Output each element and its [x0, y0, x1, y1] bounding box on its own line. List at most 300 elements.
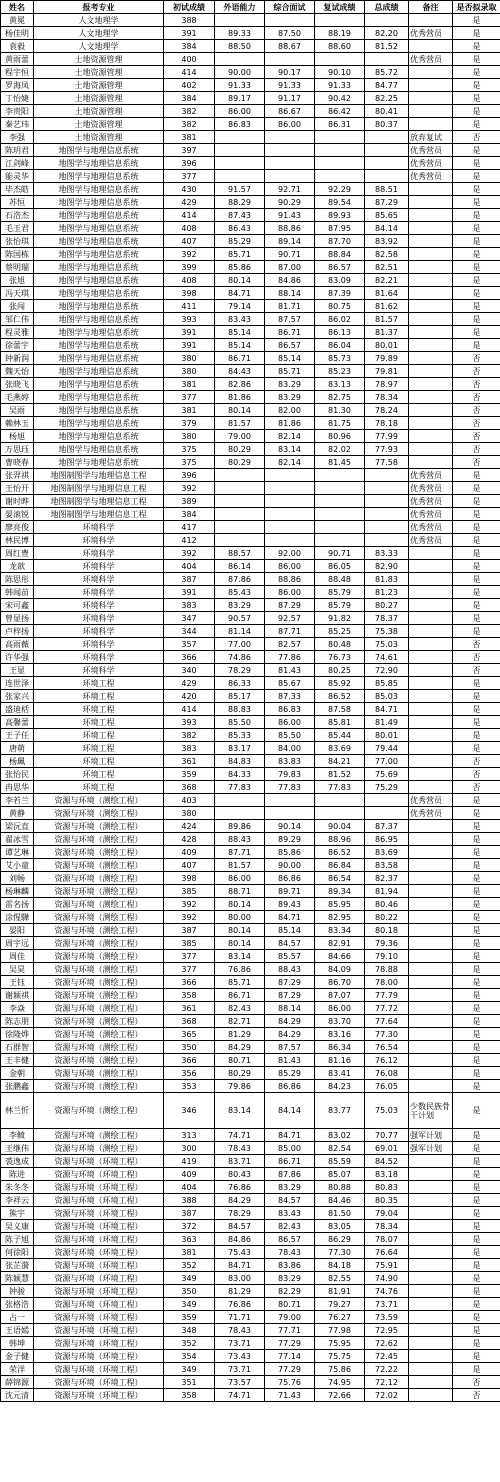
cell-admitted: 否: [453, 365, 500, 378]
cell-retest-score: 81.50: [315, 1207, 365, 1220]
cell-admitted: 是: [453, 1142, 500, 1155]
cell-interview: 91.33: [265, 79, 315, 92]
cell-language: 80.14: [215, 924, 265, 937]
cell-retest-score: 86.34: [315, 1041, 365, 1054]
cell-major: 资源与环境（测绘工程）: [34, 989, 164, 1002]
cell-admitted: 是: [453, 1233, 500, 1246]
cell-language: 85.43: [215, 586, 265, 599]
cell-major: 资源与环境（测绘工程）: [34, 976, 164, 989]
cell-name: 冉思华: [1, 781, 34, 794]
cell-interview: 90.00: [265, 859, 315, 872]
cell-retest-score: 80.75: [315, 300, 365, 313]
cell-remark: [409, 560, 453, 573]
cell-interview: 86.71: [265, 326, 315, 339]
cell-initial-score: 414: [164, 209, 215, 222]
cell-initial-score: 404: [164, 560, 215, 573]
cell-remark: [409, 1054, 453, 1067]
cell-admitted: 是: [453, 222, 500, 235]
cell-name: 赖林玉: [1, 417, 34, 430]
table-row: [1, 820, 500, 833]
cell-interview: 84.29: [265, 1015, 315, 1028]
cell-major: 土地资源管理: [34, 66, 164, 79]
cell-major: 资源与环境（测绘工程）: [34, 1129, 164, 1142]
cell-name: 艾小童: [1, 859, 34, 872]
cell-admitted: 是: [453, 1015, 500, 1028]
cell-interview: 83.29: [265, 378, 315, 391]
table-row: [1, 560, 500, 573]
cell-major: 地图学与地理信息系统: [34, 430, 164, 443]
cell-total-score: [365, 807, 409, 820]
cell-admitted: 否: [453, 443, 500, 456]
cell-retest-score: 81.30: [315, 404, 365, 417]
cell-initial-score: 391: [164, 339, 215, 352]
cell-interview: 88.67: [265, 40, 315, 53]
col-header-remark: 备注: [409, 1, 453, 14]
cell-name: 陈志朋: [1, 1015, 34, 1028]
cell-name: 张羿祺: [1, 469, 34, 482]
table-body: [1, 14, 500, 1402]
cell-name: 黄雨蕾: [1, 53, 34, 66]
cell-major: 资源与环境（测绘工程）: [34, 1041, 164, 1054]
table-row: [1, 14, 500, 27]
cell-interview: 86.57: [265, 339, 315, 352]
cell-total-score: 74.76: [365, 1285, 409, 1298]
cell-initial-score: 391: [164, 586, 215, 599]
cell-total-score: 81.64: [365, 287, 409, 300]
cell-admitted: 是: [453, 261, 500, 274]
cell-name: 张家兴: [1, 690, 34, 703]
cell-major: 地图学与地理信息系统: [34, 196, 164, 209]
cell-total-score: 80.41: [365, 105, 409, 118]
cell-interview: 85.14: [265, 924, 315, 937]
table-row: [1, 1285, 500, 1298]
cell-interview: 85.50: [265, 729, 315, 742]
cell-total-score: 86.95: [365, 833, 409, 846]
cell-retest-score: 86.31: [315, 118, 365, 131]
cell-retest-score: 84.66: [315, 950, 365, 963]
cell-total-score: 82.51: [365, 261, 409, 274]
cell-language: 89.86: [215, 820, 265, 833]
cell-major: 资源与环境（环境工程）: [34, 1298, 164, 1311]
cell-language: 88.50: [215, 40, 265, 53]
cell-admitted: 是: [453, 1168, 500, 1181]
cell-initial-score: 409: [164, 1168, 215, 1181]
table-row: [1, 365, 500, 378]
table-row: [1, 989, 500, 1002]
cell-language: 79.00: [215, 430, 265, 443]
cell-retest-score: 85.81: [315, 716, 365, 729]
cell-initial-score: 358: [164, 989, 215, 1002]
cell-major: 环境工程: [34, 781, 164, 794]
cell-retest-score: 89.34: [315, 885, 365, 898]
cell-remark: [409, 1337, 453, 1350]
cell-interview: 86.00: [265, 716, 315, 729]
cell-name: 吴雨: [1, 404, 34, 417]
cell-initial-score: 388: [164, 1194, 215, 1207]
cell-remark: [409, 703, 453, 716]
cell-interview: 90.29: [265, 196, 315, 209]
cell-total-score: [365, 534, 409, 547]
cell-retest-score: 83.77: [315, 1093, 365, 1129]
table-row: [1, 417, 500, 430]
table-row: [1, 79, 500, 92]
cell-initial-score: 377: [164, 170, 215, 183]
cell-remark: [409, 222, 453, 235]
cell-retest-score: 87.58: [315, 703, 365, 716]
cell-remark: [409, 612, 453, 625]
table-row: [1, 131, 500, 144]
table-row: [1, 1350, 500, 1363]
cell-admitted: 是: [453, 66, 500, 79]
cell-retest-score: 91.33: [315, 79, 365, 92]
cell-retest-score: [315, 508, 365, 521]
cell-initial-score: 359: [164, 768, 215, 781]
cell-name: 曹晓春: [1, 456, 34, 469]
cell-total-score: 83.18: [365, 1168, 409, 1181]
cell-retest-score: 83.02: [315, 1129, 365, 1142]
cell-interview: 91.17: [265, 92, 315, 105]
table-row: [1, 547, 500, 560]
cell-language: [215, 508, 265, 521]
cell-admitted: 是: [453, 1194, 500, 1207]
cell-language: 84.83: [215, 755, 265, 768]
cell-initial-score: 414: [164, 703, 215, 716]
cell-admitted: 否: [453, 755, 500, 768]
cell-initial-score: 380: [164, 430, 215, 443]
cell-total-score: 84.14: [365, 222, 409, 235]
cell-initial-score: 300: [164, 1142, 215, 1155]
cell-name: 周宇远: [1, 937, 34, 950]
cell-total-score: 76.12: [365, 1054, 409, 1067]
cell-major: 资源与环境（测绘工程）: [34, 1080, 164, 1093]
cell-retest-score: 82.95: [315, 911, 365, 924]
cell-initial-score: 349: [164, 1272, 215, 1285]
cell-name: 晏滚锐: [1, 508, 34, 521]
cell-total-score: 78.18: [365, 417, 409, 430]
cell-major: 资源与环境（测绘工程）: [34, 833, 164, 846]
cell-initial-score: 404: [164, 1181, 215, 1194]
cell-name: 熊宇: [1, 1207, 34, 1220]
table-row: [1, 118, 500, 131]
cell-major: 环境科学: [34, 625, 164, 638]
cell-initial-score: 417: [164, 521, 215, 534]
table-row: [1, 599, 500, 612]
cell-interview: [265, 482, 315, 495]
cell-major: 环境工程: [34, 703, 164, 716]
cell-remark: [409, 274, 453, 287]
cell-retest-score: [315, 170, 365, 183]
cell-interview: 87.57: [265, 1041, 315, 1054]
cell-total-score: 81.94: [365, 885, 409, 898]
cell-language: 78.29: [215, 664, 265, 677]
cell-language: [215, 807, 265, 820]
cell-major: 资源与环境（环境工程）: [34, 1194, 164, 1207]
table-row: [1, 1233, 500, 1246]
cell-remark: [409, 196, 453, 209]
cell-name: 黄静: [1, 807, 34, 820]
cell-language: 78.43: [215, 1324, 265, 1337]
cell-language: [215, 14, 265, 27]
cell-name: 盛迪栝: [1, 703, 34, 716]
cell-admitted: 是: [453, 599, 500, 612]
cell-admitted: 否: [453, 352, 500, 365]
cell-language: 86.71: [215, 989, 265, 1002]
cell-major: 地图学与地理信息系统: [34, 287, 164, 300]
cell-interview: 87.29: [265, 599, 315, 612]
cell-major: 人文地理学: [34, 27, 164, 40]
cell-admitted: 是: [453, 1337, 500, 1350]
cell-retest-score: 85.07: [315, 1168, 365, 1181]
table-row: [1, 40, 500, 53]
cell-name: 连世泽: [1, 677, 34, 690]
cell-major: 环境工程: [34, 716, 164, 729]
cell-retest-score: 88.84: [315, 248, 365, 261]
cell-major: 环境科学: [34, 573, 164, 586]
cell-name: 张鹏鑫: [1, 1080, 34, 1093]
cell-major: 资源与环境（环境工程）: [34, 1155, 164, 1168]
cell-initial-score: 375: [164, 456, 215, 469]
cell-remark: [409, 1311, 453, 1324]
cell-remark: [409, 79, 453, 92]
cell-name: 金子健: [1, 1350, 34, 1363]
cell-name: 韩坤: [1, 1337, 34, 1350]
cell-total-score: 79.89: [365, 352, 409, 365]
cell-interview: 83.29: [265, 391, 315, 404]
cell-major: 资源与环境（环境工程）: [34, 1337, 164, 1350]
cell-name: 王怡开: [1, 482, 34, 495]
cell-remark: [409, 1233, 453, 1246]
cell-language: 80.29: [215, 443, 265, 456]
cell-total-score: [365, 157, 409, 170]
cell-remark: [409, 885, 453, 898]
cell-remark: [409, 1298, 453, 1311]
cell-retest-score: 86.13: [315, 326, 365, 339]
cell-interview: 79.83: [265, 768, 315, 781]
cell-initial-score: 382: [164, 729, 215, 742]
cell-retest-score: 81.45: [315, 456, 365, 469]
table-row: [1, 105, 500, 118]
cell-admitted: 是: [453, 1155, 500, 1168]
cell-total-score: 85.65: [365, 209, 409, 222]
table-row: [1, 664, 500, 677]
cell-initial-score: 354: [164, 1350, 215, 1363]
cell-remark: 优秀营员: [409, 170, 453, 183]
cell-major: 资源与环境（测绘工程）: [34, 1142, 164, 1155]
cell-admitted: 是: [453, 183, 500, 196]
cell-remark: [409, 599, 453, 612]
cell-remark: [409, 404, 453, 417]
cell-total-score: 69.01: [365, 1142, 409, 1155]
table-row: [1, 807, 500, 820]
cell-major: 地图学与地理信息系统: [34, 209, 164, 222]
cell-major: 环境科学: [34, 547, 164, 560]
cell-major: 地图学与地理信息系统: [34, 313, 164, 326]
cell-language: 78.43: [215, 1142, 265, 1155]
cell-initial-score: 382: [164, 105, 215, 118]
cell-admitted: 是: [453, 1002, 500, 1015]
cell-major: 资源与环境（环境工程）: [34, 1259, 164, 1272]
cell-remark: [409, 1080, 453, 1093]
cell-admitted: 否: [453, 404, 500, 417]
cell-interview: 90.14: [265, 820, 315, 833]
cell-remark: 强军计划: [409, 1142, 453, 1155]
cell-total-score: 75.91: [365, 1259, 409, 1272]
table-row: [1, 1337, 500, 1350]
cell-interview: 91.43: [265, 209, 315, 222]
cell-language: 74.86: [215, 651, 265, 664]
cell-remark: [409, 1028, 453, 1041]
cell-major: 资源与环境（环境工程）: [34, 1233, 164, 1246]
cell-name: 陈子旭: [1, 1233, 34, 1246]
cell-remark: [409, 300, 453, 313]
table-row: [1, 508, 500, 521]
cell-interview: 84.71: [265, 1129, 315, 1142]
cell-admitted: 是: [453, 170, 500, 183]
cell-total-score: 80.27: [365, 599, 409, 612]
cell-interview: [265, 794, 315, 807]
cell-initial-score: 392: [164, 898, 215, 911]
cell-interview: 84.29: [265, 1028, 315, 1041]
cell-interview: 79.00: [265, 1311, 315, 1324]
cell-admitted: 是: [453, 79, 500, 92]
cell-interview: [265, 131, 315, 144]
cell-language: 74.71: [215, 1389, 265, 1402]
cell-major: 资源与环境（测绘工程）: [34, 859, 164, 872]
table-row: [1, 430, 500, 443]
cell-major: 地图学与地理信息系统: [34, 170, 164, 183]
cell-admitted: 是: [453, 911, 500, 924]
cell-admitted: 是: [453, 547, 500, 560]
cell-interview: [265, 144, 315, 157]
cell-admitted: 是: [453, 508, 500, 521]
cell-major: 地图学与地理信息系统: [34, 183, 164, 196]
table-row: [1, 404, 500, 417]
cell-retest-score: [315, 794, 365, 807]
cell-interview: 77.71: [265, 1324, 315, 1337]
cell-interview: [265, 508, 315, 521]
cell-total-score: 72.90: [365, 664, 409, 677]
cell-language: 86.00: [215, 872, 265, 885]
cell-language: 86.33: [215, 677, 265, 690]
cell-total-score: 84.77: [365, 79, 409, 92]
cell-remark: [409, 443, 453, 456]
table-row: [1, 378, 500, 391]
cell-remark: [409, 1155, 453, 1168]
table-row: [1, 677, 500, 690]
cell-major: 环境工程: [34, 768, 164, 781]
cell-retest-score: 76.73: [315, 651, 365, 664]
cell-retest-score: 82.91: [315, 937, 365, 950]
cell-major: 环境科学: [34, 651, 164, 664]
cell-interview: 82.00: [265, 404, 315, 417]
cell-initial-score: 411: [164, 300, 215, 313]
cell-remark: [409, 1259, 453, 1272]
table-row: [1, 235, 500, 248]
cell-remark: [409, 651, 453, 664]
cell-total-score: 87.29: [365, 196, 409, 209]
cell-major: 环境科学: [34, 638, 164, 651]
cell-initial-score: 393: [164, 716, 215, 729]
cell-language: [215, 521, 265, 534]
cell-interview: 86.00: [265, 560, 315, 573]
cell-major: 环境工程: [34, 690, 164, 703]
cell-interview: 77.29: [265, 1337, 315, 1350]
col-header-initial-score: 初试成绩: [164, 1, 215, 14]
cell-retest-score: 92.29: [315, 183, 365, 196]
table-row: [1, 690, 500, 703]
cell-remark: 优秀营员: [409, 508, 453, 521]
cell-language: [215, 170, 265, 183]
cell-total-score: [365, 508, 409, 521]
cell-name: 曾显扬: [1, 612, 34, 625]
cell-initial-score: 377: [164, 391, 215, 404]
cell-total-score: 77.72: [365, 1002, 409, 1015]
cell-name: 杨琳麟: [1, 885, 34, 898]
cell-language: 84.71: [215, 287, 265, 300]
cell-total-score: 72.62: [365, 1337, 409, 1350]
cell-name: 张格浩: [1, 1298, 34, 1311]
cell-name: 蔡明瑞: [1, 261, 34, 274]
table-row: [1, 1272, 500, 1285]
cell-total-score: 80.18: [365, 924, 409, 937]
cell-retest-score: 90.71: [315, 547, 365, 560]
cell-initial-score: 402: [164, 79, 215, 92]
cell-retest-score: 86.57: [315, 261, 365, 274]
cell-retest-score: 77.30: [315, 1246, 365, 1259]
cell-major: 环境科学: [34, 560, 164, 573]
cell-language: 90.00: [215, 66, 265, 79]
cell-major: 环境工程: [34, 742, 164, 755]
cell-name: 冯天琪: [1, 287, 34, 300]
cell-language: 80.29: [215, 456, 265, 469]
cell-retest-score: 89.93: [315, 209, 365, 222]
cell-admitted: 是: [453, 1285, 500, 1298]
cell-language: 83.71: [215, 1155, 265, 1168]
cell-retest-score: 83.70: [315, 1015, 365, 1028]
cell-remark: [409, 118, 453, 131]
cell-initial-score: 381: [164, 404, 215, 417]
cell-remark: [409, 66, 453, 79]
cell-initial-score: 380: [164, 352, 215, 365]
cell-name: 谭艺琳: [1, 846, 34, 859]
cell-major: 资源与环境（测绘工程）: [34, 846, 164, 859]
cell-total-score: 75.29: [365, 781, 409, 794]
cell-major: 资源与环境（环境工程）: [34, 1324, 164, 1337]
cell-remark: [409, 1376, 453, 1389]
cell-initial-score: 414: [164, 66, 215, 79]
cell-admitted: 是: [453, 248, 500, 261]
cell-remark: [409, 456, 453, 469]
cell-retest-score: 85.23: [315, 365, 365, 378]
cell-retest-score: [315, 157, 365, 170]
cell-remark: [409, 1324, 453, 1337]
cell-interview: 86.57: [265, 1233, 315, 1246]
cell-admitted: 是: [453, 729, 500, 742]
cell-admitted: 是: [453, 937, 500, 950]
cell-initial-score: 430: [164, 183, 215, 196]
cell-interview: 85.14: [265, 352, 315, 365]
table-row: [1, 898, 500, 911]
cell-name: 陈玥君: [1, 144, 34, 157]
table-row: [1, 638, 500, 651]
cell-admitted: 否: [453, 378, 500, 391]
cell-interview: 88.86: [265, 222, 315, 235]
cell-admitted: 是: [453, 40, 500, 53]
cell-language: 85.71: [215, 248, 265, 261]
table-row: [1, 846, 500, 859]
cell-total-score: 81.49: [365, 716, 409, 729]
table-row: [1, 170, 500, 183]
